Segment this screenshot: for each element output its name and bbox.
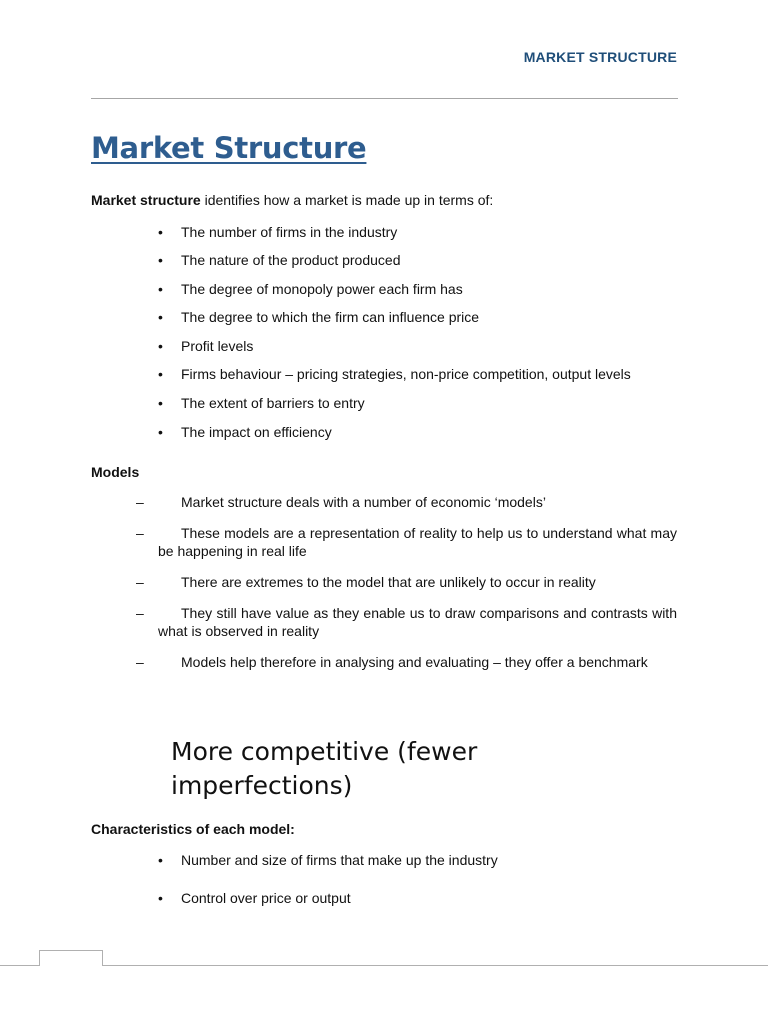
bullet-icon: • — [158, 338, 163, 354]
dash-marker: – — [136, 605, 144, 621]
model-item: – Models help therefore in analysing and evaluating – they offer a benchmark — [136, 654, 648, 670]
intro-term: Market structure — [91, 192, 201, 208]
bullet-icon: • — [158, 309, 163, 325]
bullet-icon: • — [158, 395, 163, 411]
dash-marker: – — [136, 574, 144, 590]
dash-marker: – — [136, 525, 144, 541]
bullet-icon: • — [158, 852, 163, 868]
dash-marker: – — [136, 654, 144, 670]
header-divider — [91, 98, 678, 99]
page-number-tab — [39, 950, 103, 966]
model-item: – They still have value as they enable us to draw comparisons and contrasts with what is observed in reality — [136, 605, 677, 639]
running-header: MARKET STRUCTURE — [523, 49, 677, 65]
dash-marker: – — [136, 494, 144, 510]
intro-paragraph — [91, 191, 691, 209]
bullet-icon: • — [158, 366, 163, 382]
page-title: Market Structure — [91, 131, 367, 165]
models-heading: Models — [91, 464, 140, 480]
model-item: – Market structure deals with a number of economic ‘models’ — [136, 494, 546, 510]
model-item: – These models are a representation of reality to help us to understand what may be happening in real life — [136, 525, 677, 559]
bullet-icon: • — [158, 890, 163, 906]
intro-rest: identifies how a market is made up in terms of: — [200, 192, 494, 208]
bullet-icon: • — [158, 424, 163, 440]
bullet-icon: • — [158, 281, 163, 297]
diagram-label: More competitive (fewer imperfections) — [171, 737, 478, 800]
footer-divider — [0, 965, 768, 966]
characteristics-heading: Characteristics of each model: — [91, 821, 295, 837]
bullet-icon: • — [158, 252, 163, 268]
model-item: – There are extremes to the model that are unlikely to occur in reality — [136, 574, 596, 590]
bullet-icon: • — [158, 224, 163, 240]
